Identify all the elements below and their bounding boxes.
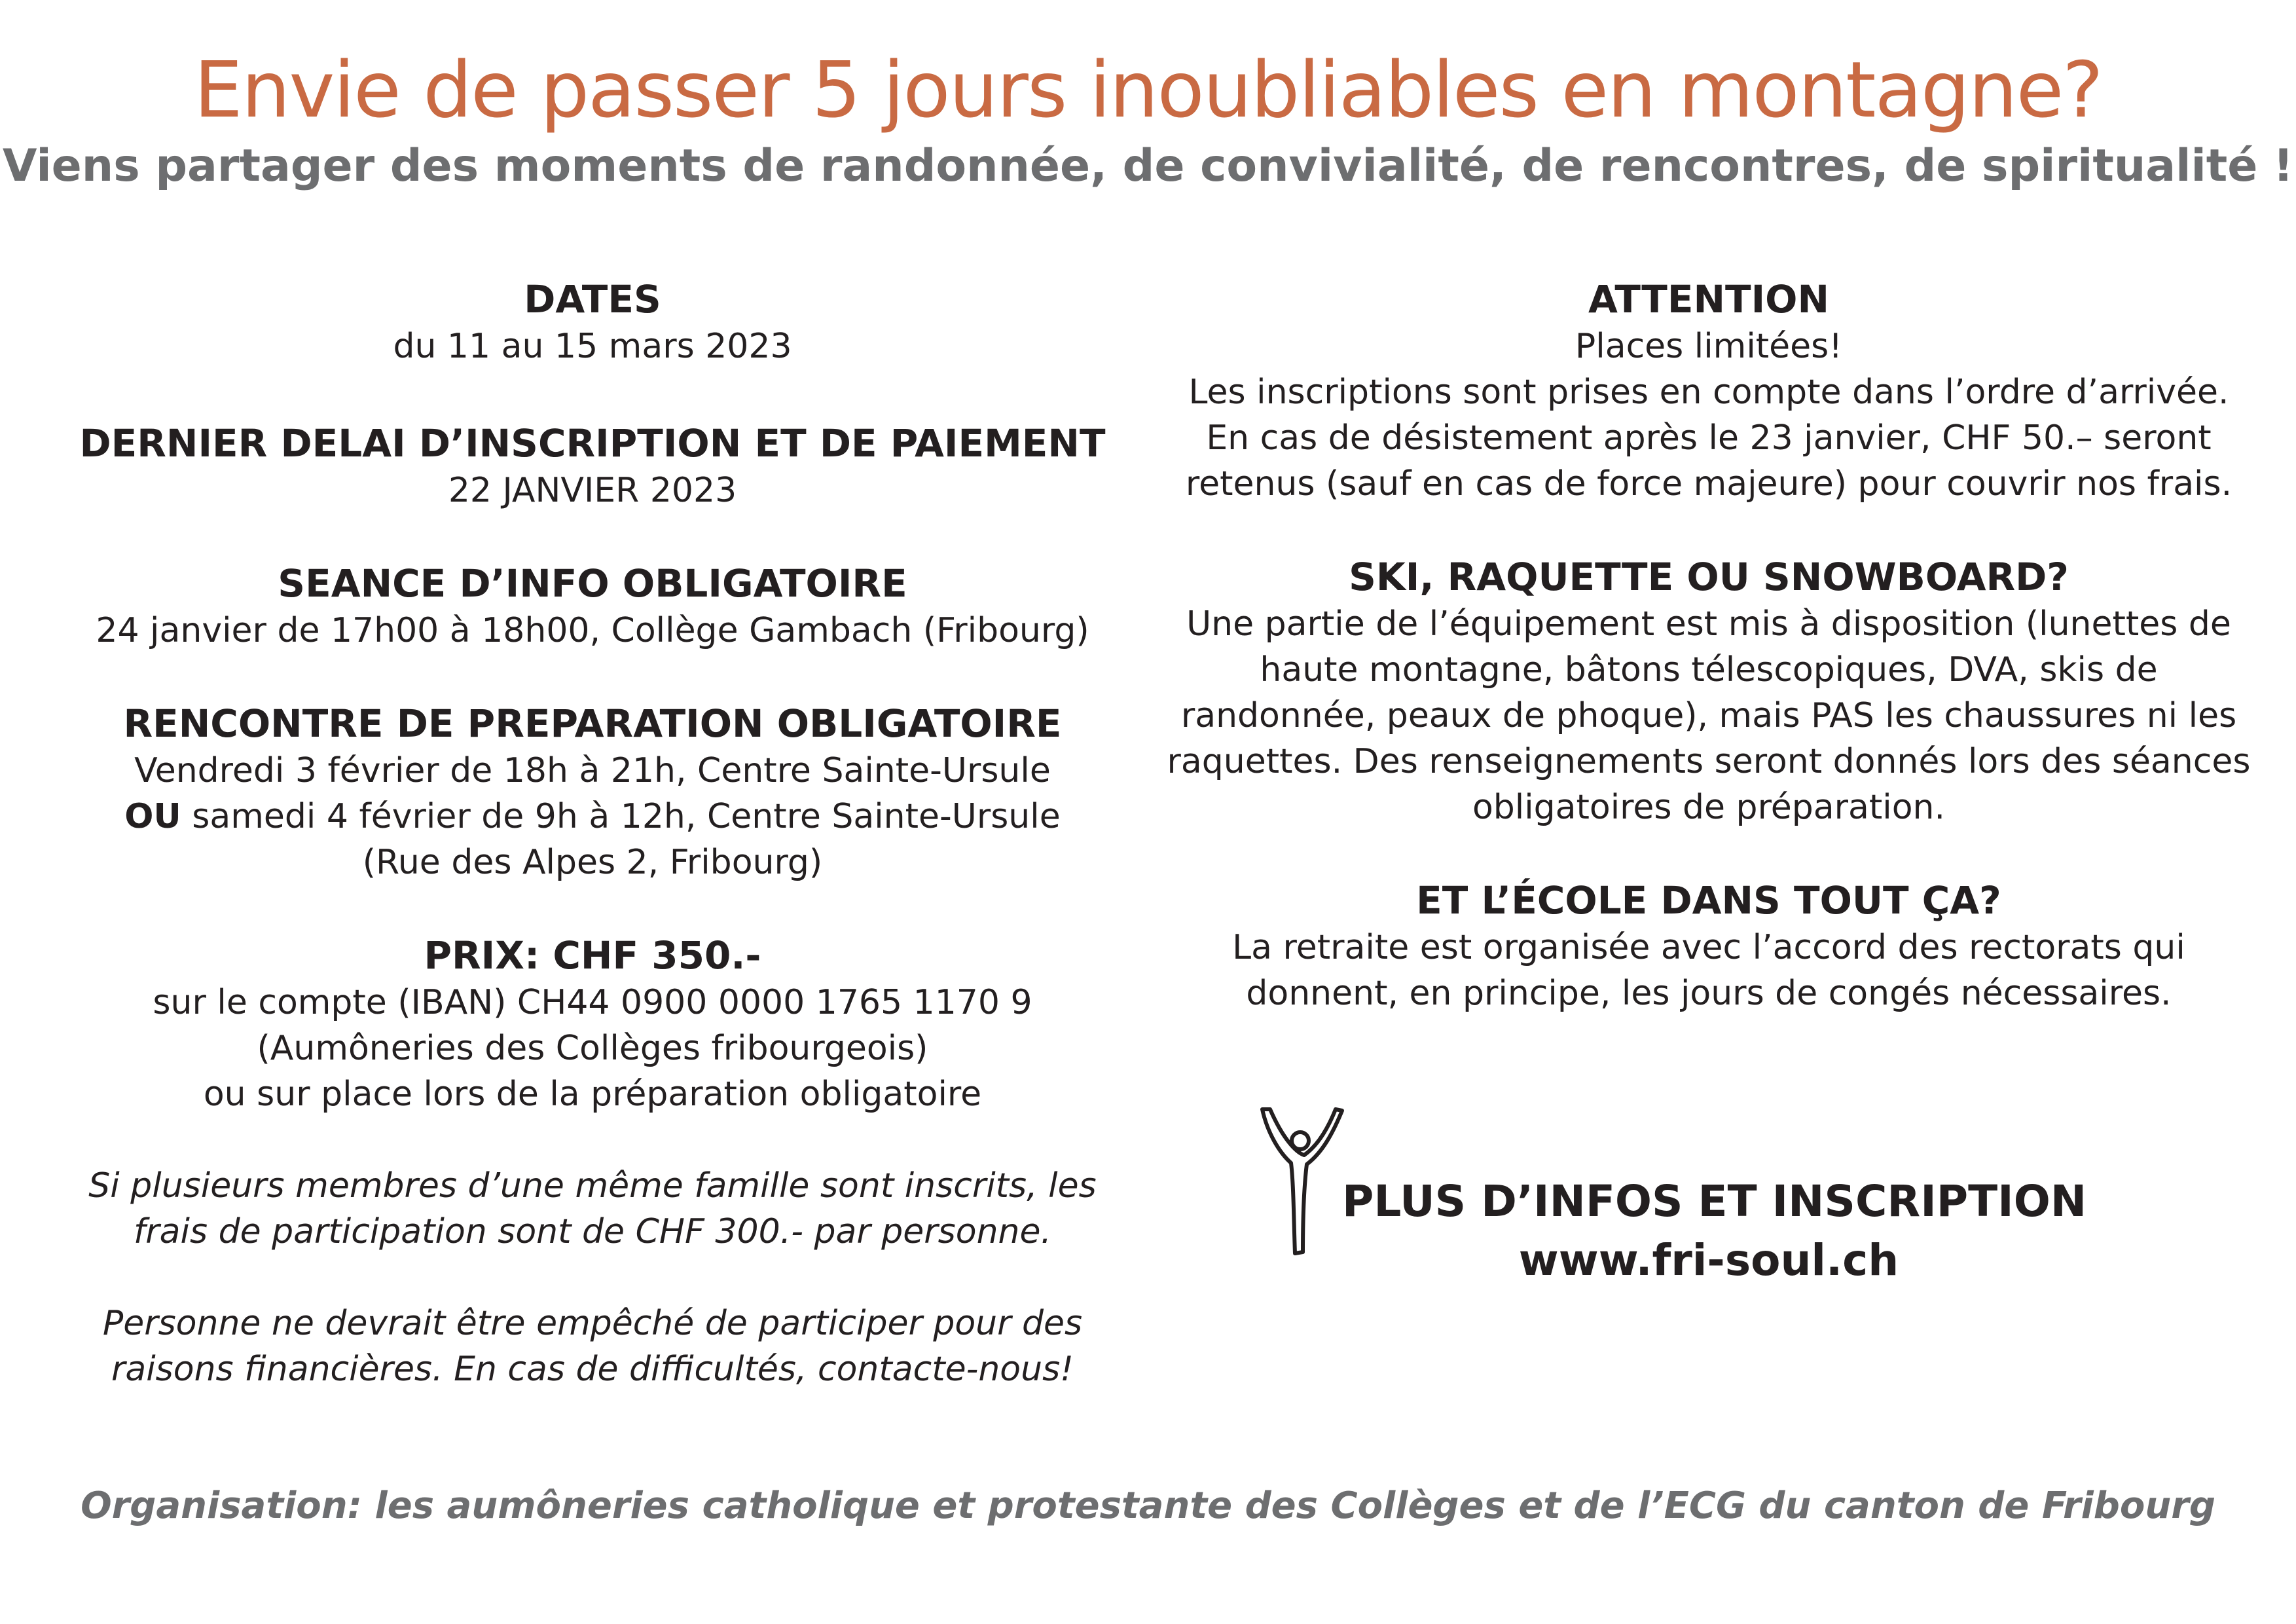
website-link[interactable]: www.fri-soul.ch [1518,1235,1899,1285]
left-column [65,275,1120,1438]
page-subtitle: Viens partager des moments de randonnée, de convivialité, de rencontres, de spiritualité ! [2,140,2294,192]
prep-meeting-line-3: (Rue des Alpes 2, Fribourg) [362,843,823,882]
prep-meeting-or: OU [124,797,181,836]
prep-meeting-line-1: Vendredi 3 février de 18h à 21h, Centre Sainte-Ursule [134,751,1051,790]
school-section [1152,876,2265,1016]
deadline-section [65,419,1120,513]
person-arms-raised-icon [1257,1107,1349,1257]
deadline-text: 22 JANVIER 2023 [448,471,737,510]
dates-heading: DATES [524,277,661,322]
price-line-3: ou sur place lors de la préparation obligatoire [203,1075,982,1114]
attention-line-1: Places limitées! [1575,327,1843,366]
page-title: Envie de passer 5 jours inoubliables en montagne? [194,45,2102,135]
info-session-section [65,559,1120,654]
finance-note [65,1301,1120,1392]
attention-line-2: Les inscriptions sont prises en compte dans l’ordre d’arrivée. [1188,373,2229,412]
equipment-line-1: Une partie de l’équipement est mis à disposition (lunettes de [1186,604,2231,644]
school-line-2: donnent, en principe, les jours de congés nécessaires. [1246,974,2172,1013]
attention-line-4: retenus (sauf en cas de force majeure) pour couvrir nos frais. [1185,464,2232,504]
organisation-footer: Organisation: les aumôneries catholique et protestante des Collèges et de l’ECG du canton de Fribourg [81,1485,2215,1527]
equipment-line-3: randonnée, peaux de phoque), mais PAS les chaussures ni les [1180,696,2237,735]
attention-line-3: En cas de désistement après le 23 janvier, CHF 50.– seront [1206,418,2212,458]
school-line-1: La retraite est organisée avec l’accord des rectorats qui [1232,928,2185,967]
deadline-heading: DERNIER DELAI D’INSCRIPTION ET DE PAIEMENT [79,421,1106,466]
more-info-heading: PLUS D’INFOS ET INSCRIPTION [1342,1176,2087,1227]
prep-meeting-line-2-rest: samedi 4 février de 9h à 12h, Centre Sainte-Ursule [181,797,1061,836]
info-session-heading: SEANCE D’INFO OBLIGATOIRE [278,561,907,606]
family-note [65,1163,1120,1255]
finance-note-line-2: raisons financières. En cas de difficultés, contacte-nous! [111,1350,1074,1389]
price-line-2: (Aumôneries des Collèges fribourgeois) [257,1029,928,1068]
prep-meeting-line-2 [65,794,1120,840]
price-heading: PRIX: CHF 350.- [424,933,761,978]
prep-meeting-section [65,699,1120,885]
finance-note-line-1: Personne ne devrait être empêché de participer pour des [102,1304,1083,1343]
info-session-text: 24 janvier de 17h00 à 18h00, Collège Gambach (Fribourg) [96,611,1089,650]
equipment-line-2: haute montagne, bâtons télescopiques, DVA, skis de [1260,650,2158,690]
equipment-heading: SKI, RAQUETTE OU SNOWBOARD? [1349,555,2069,599]
prep-meeting-heading: RENCONTRE DE PREPARATION OBLIGATOIRE [123,701,1062,746]
equipment-line-5: obligatoires de préparation. [1472,788,1946,827]
family-note-line-1: Si plusieurs membres d’une même famille sont inscrits, les [88,1166,1097,1206]
school-heading: ET L’ÉCOLE DANS TOUT ÇA? [1416,878,2001,923]
equipment-section [1152,553,2265,830]
equipment-line-4: raquettes. Des renseignements seront donnés lors des séances [1167,742,2251,781]
dates-text: du 11 au 15 mars 2023 [393,327,792,366]
attention-heading: ATTENTION [1588,277,1829,322]
price-section [65,931,1120,1117]
attention-section [1152,275,2265,507]
price-line-1: sur le compte (IBAN) CH44 0900 0000 1765 1170 9 [153,983,1032,1022]
dates-section [65,275,1120,369]
right-column [1152,275,2265,1062]
more-info-block [1342,1172,2087,1290]
family-note-line-2: frais de participation sont de CHF 300.- par personne. [133,1212,1052,1251]
